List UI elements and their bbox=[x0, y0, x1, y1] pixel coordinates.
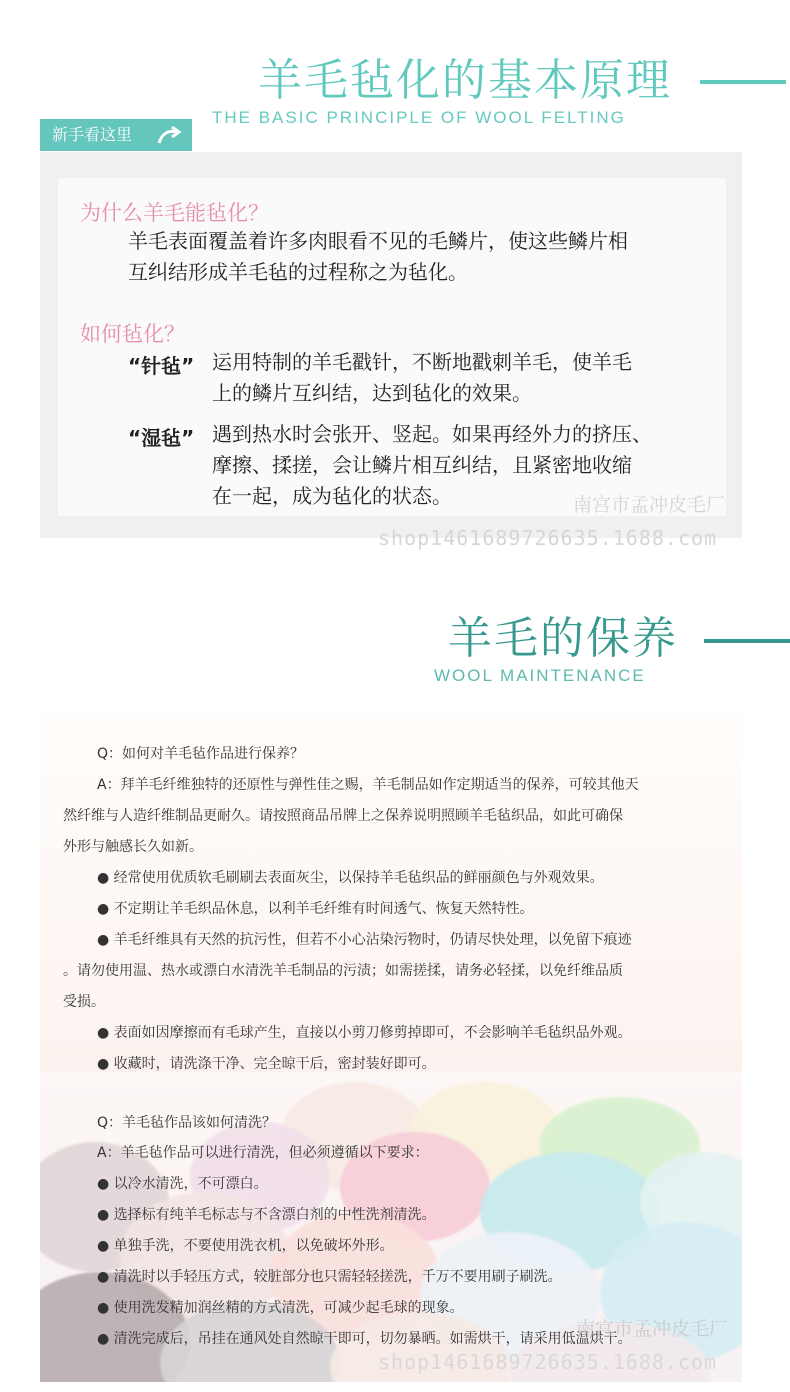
section1-title-en: THE BASIC PRINCIPLE OF WOOL FELTING bbox=[212, 108, 626, 127]
wet-felting-line-3: 在一起，成为毡化的状态。 bbox=[212, 484, 452, 508]
newbie-tag bbox=[40, 119, 192, 151]
question-how-felting: 如何毡化？ bbox=[80, 322, 185, 346]
maintenance-line: ● 表面如因摩擦而有毛球产生，直接以小剪刀修剪掉即可，不会影响羊毛毡织品外观。 bbox=[97, 1025, 632, 1041]
maintenance-line: ● 使用洗发精加润丝精的方式清洗，可减少起毛球的现象。 bbox=[97, 1300, 464, 1316]
maintenance-line: ● 经常使用优质软毛刷刷去表面灰尘，以保持羊毛毡织品的鲜丽颜色与外观效果。 bbox=[97, 870, 604, 886]
maintenance-line: 然纤维与人造纤维制品更耐久。请按照商品吊牌上之保养说明照顾羊毛毡织品，如此可确保 bbox=[63, 808, 623, 824]
needle-felting-line-2: 上的鳞片互纠结，达到毡化的效果。 bbox=[212, 381, 532, 405]
title-accent-bar bbox=[700, 80, 786, 84]
watermark-shop-name: 南宫市孟冲皮毛厂 bbox=[573, 494, 726, 516]
maintenance-line: ● 羊毛纤维具有天然的抗污性，但若不小心沾染污物时，仍请尽快处理，以免留下痕迹 bbox=[97, 932, 632, 948]
curved-arrow-icon bbox=[156, 125, 182, 147]
maintenance-line: ● 单独手洗，不要使用洗衣机，以免破坏外形。 bbox=[97, 1238, 394, 1254]
needle-felting-line-1: 运用特制的羊毛戳针，不断地戳刺羊毛，使羊毛 bbox=[212, 350, 632, 374]
needle-felting-term: “针毡” bbox=[128, 354, 195, 378]
maintenance-line: Q：羊毛毡作品该如何清洗？ bbox=[97, 1115, 277, 1131]
maintenance-line: ● 以冷水清洗，不可漂白。 bbox=[97, 1176, 268, 1192]
section1-title-cn: 羊毛毡化的基本原理 bbox=[258, 55, 672, 106]
wet-felting-line-1: 遇到热水时会张开、竖起。如果再经外力的挤压、 bbox=[212, 422, 652, 446]
maintenance-line: ● 清洗完成后，吊挂在通风处自然晾干即可，切勿暴晒。如需烘干，请采用低温烘干。 bbox=[97, 1331, 632, 1347]
maintenance-line: 受损。 bbox=[63, 994, 105, 1010]
maintenance-line: ● 选择标有纯羊毛标志与不含漂白剂的中性洗剂清洗。 bbox=[97, 1207, 436, 1223]
maintenance-line: ● 不定期让羊毛织品休息，以利羊毛纤维有时间透气、恢复天然特性。 bbox=[97, 901, 534, 917]
watermark-shop-url: shop1461689726635.1688.com bbox=[378, 1350, 718, 1374]
section2-title-cn: 羊毛的保养 bbox=[448, 613, 678, 664]
question-why-felting: 为什么羊毛能毡化？ bbox=[80, 201, 269, 225]
wet-felting-term: “湿毡” bbox=[128, 426, 195, 450]
maintenance-line: ● 清洗时以手轻压方式，较脏部分也只需轻轻搓洗，千万不要用刷子刷洗。 bbox=[97, 1269, 562, 1285]
wet-felting-line-2: 摩擦、揉搓，会让鳞片相互纠结，且紧密地收缩 bbox=[212, 453, 632, 477]
answer-why-line-1: 羊毛表面覆盖着许多肉眼看不见的毛鳞片，使这些鳞片相 bbox=[128, 229, 628, 253]
maintenance-line: Q：如何对羊毛毡作品进行保养？ bbox=[97, 746, 305, 762]
watermark-shop-name: 南宫市孟冲皮毛厂 bbox=[576, 1318, 729, 1340]
maintenance-line: 外形与触感长久如新。 bbox=[63, 839, 203, 855]
section2-title-en: WOOL MAINTENANCE bbox=[434, 666, 646, 685]
newbie-label: 新手看这里 bbox=[52, 125, 133, 144]
maintenance-line: A：羊毛毡作品可以进行清洗，但必须遵循以下要求： bbox=[97, 1145, 429, 1161]
answer-why-line-2: 互纠结形成羊毛毡的过程称之为毡化。 bbox=[128, 260, 468, 284]
maintenance-line: A：拜羊毛纤维独特的还原性与弹性佳之赐，羊毛制品如作定期适当的保养，可较其他天 bbox=[97, 777, 639, 793]
maintenance-line: 。请勿使用温、热水或漂白水清洗羊毛制品的污渍；如需搓揉，请务必轻揉，以免纤维品质 bbox=[63, 963, 623, 979]
maintenance-line: ● 收藏时，请洗涤干净、完全晾干后，密封装好即可。 bbox=[97, 1056, 436, 1072]
watermark-shop-url: shop1461689726635.1688.com bbox=[378, 526, 718, 550]
title2-accent-bar bbox=[704, 639, 790, 643]
